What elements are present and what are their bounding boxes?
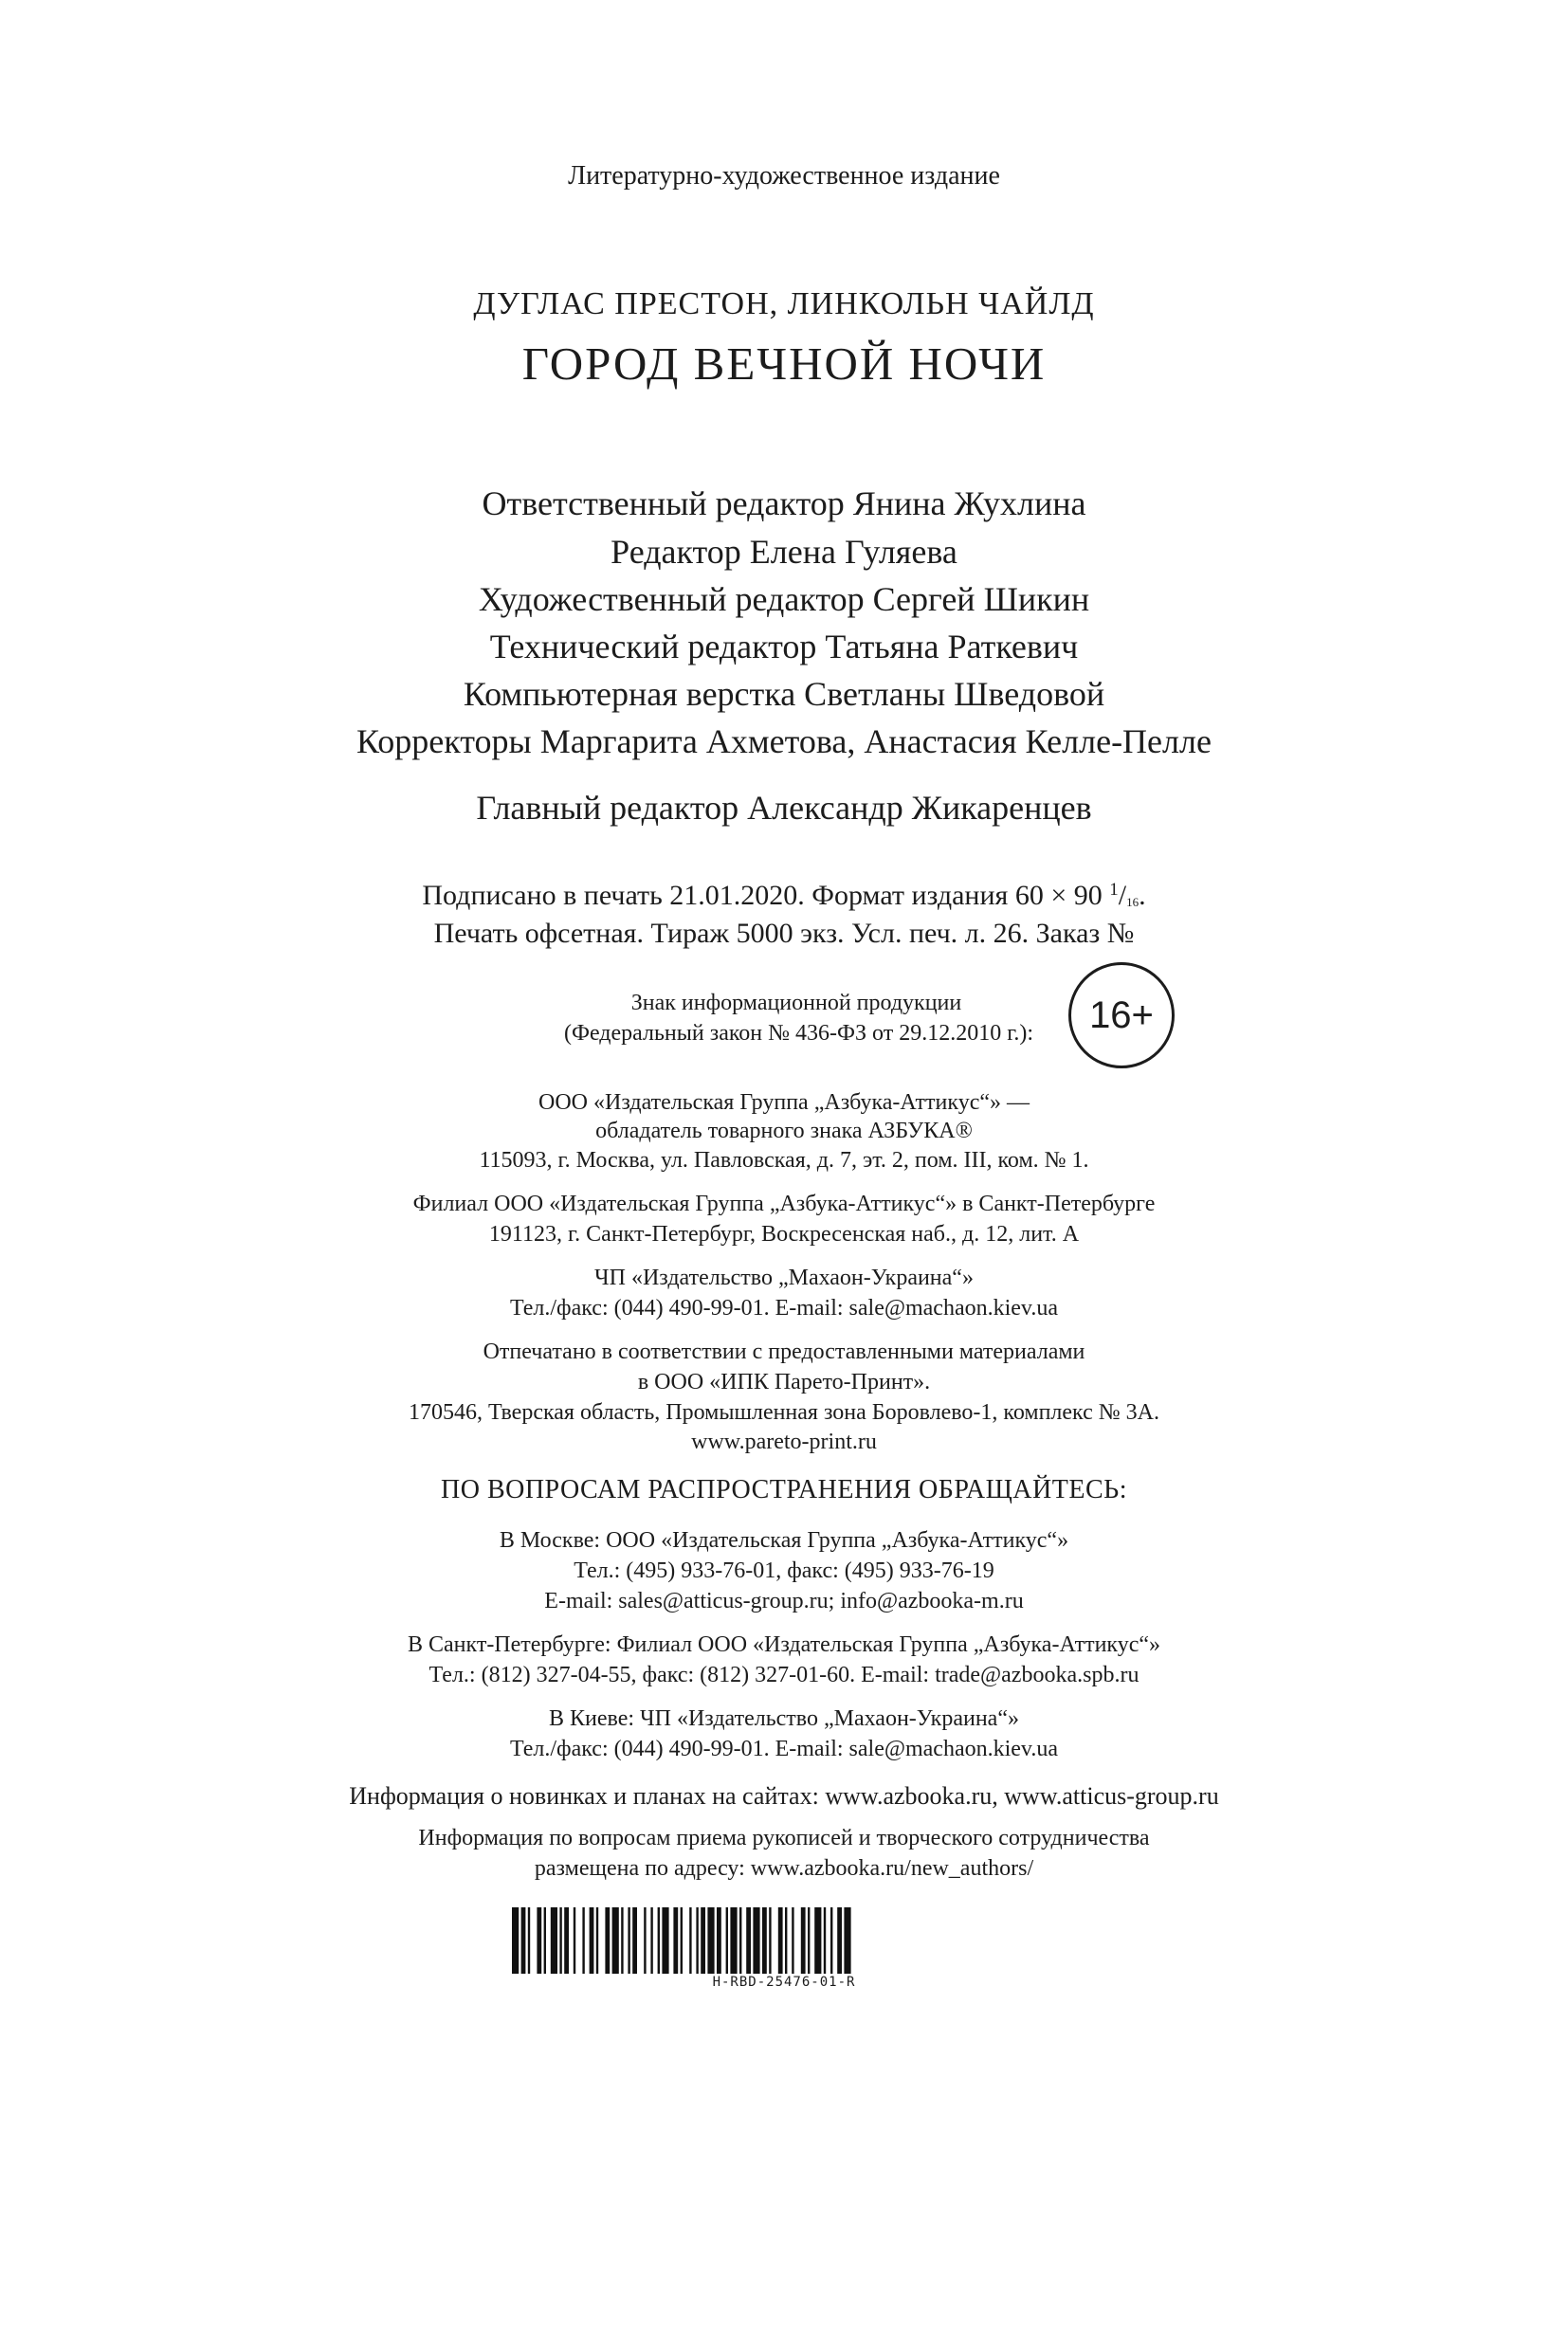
barcode-bar bbox=[769, 1907, 771, 1974]
imprint-line: Филиал ООО «Издательская Группа „Азбука-Аттикус“» в Санкт-Петербурге bbox=[412, 1192, 1156, 1216]
credit-line: Технический редактор Татьяна Раткевич bbox=[489, 628, 1079, 665]
barcode-bar bbox=[632, 1907, 637, 1974]
barcode-label: H-RBD-25476-01-R bbox=[712, 1975, 856, 1990]
barcode-bar bbox=[521, 1907, 526, 1974]
imprint-line: www.pareto-print.ru bbox=[691, 1430, 877, 1454]
chief-editor-line: Главный редактор Александр Жикаренцев bbox=[476, 789, 1092, 827]
product-sign-text bbox=[427, 988, 1033, 1048]
barcode-bar bbox=[628, 1907, 629, 1974]
distribution-line: Тел.: (495) 933-76-01, факс: (495) 933-76-19 bbox=[574, 1558, 994, 1583]
imprint-line: 170546, Тверская область, Промышленная зона Боровлево-1, комплекс № 3А. bbox=[409, 1400, 1159, 1425]
barcode-bar bbox=[730, 1907, 737, 1974]
barcode-bar bbox=[801, 1907, 806, 1974]
barcode-bar bbox=[762, 1907, 767, 1974]
credit-line: Ответственный редактор Янина Жухлина bbox=[482, 484, 1086, 522]
barcode-bar bbox=[662, 1907, 668, 1974]
print-format-suffix: . bbox=[1139, 880, 1146, 911]
age-rating-badge: 16+ bbox=[1068, 962, 1175, 1068]
barcode-bar bbox=[739, 1907, 741, 1974]
barcode-bar bbox=[830, 1907, 832, 1974]
barcode-bar bbox=[824, 1907, 826, 1974]
barcode-bar bbox=[644, 1907, 646, 1974]
distribution-heading: ПО ВОПРОСАМ РАСПРОСТРАНЕНИЯ ОБРАЩАЙТЕСЬ: bbox=[441, 1475, 1127, 1504]
barcode-bar bbox=[696, 1907, 698, 1974]
barcode-image bbox=[512, 1907, 1100, 1974]
product-sign-law: (Федеральный закон № 436-ФЗ от 29.12.2010 г.): bbox=[563, 1021, 1033, 1046]
barcode-bar bbox=[612, 1907, 619, 1974]
barcode-bar bbox=[590, 1907, 594, 1974]
credit-line: Художественный редактор Сергей Шикин bbox=[478, 580, 1090, 618]
barcode-bar bbox=[701, 1907, 705, 1974]
credit-line: Корректоры Маргарита Ахметова, Анастасия Келле-Пелле bbox=[356, 722, 1212, 760]
barcode-bar bbox=[574, 1907, 575, 1974]
barcode-bar bbox=[605, 1907, 610, 1974]
barcode-bar bbox=[717, 1907, 721, 1974]
imprint-line: 191123, г. Санкт-Петербург, Воскресенская наб., д. 12, лит. А bbox=[488, 1222, 1080, 1247]
distribution-line: E-mail: sales@atticus-group.ru; info@azbooka-m.ru bbox=[544, 1589, 1024, 1613]
barcode-bar bbox=[551, 1907, 557, 1974]
authors-line: ДУГЛАС ПРЕСТОН, ЛИНКОЛЬН ЧАЙЛД bbox=[473, 286, 1095, 321]
barcode-bar bbox=[726, 1907, 728, 1974]
barcode-bar bbox=[844, 1907, 850, 1974]
barcode-bar bbox=[837, 1907, 842, 1974]
barcode-bar bbox=[792, 1907, 793, 1974]
barcode-bar bbox=[564, 1907, 569, 1974]
imprint-line: обладатель товарного знака АЗБУКА® bbox=[595, 1119, 973, 1143]
distribution-line: В Киеве: ЧП «Издательство „Махаон-Украина“» bbox=[549, 1706, 1019, 1731]
imprint-line: ЧП «Издательство „Махаон-Украина“» bbox=[594, 1266, 974, 1290]
imprint-line: ООО «Издательская Группа „Азбука-Аттикус“» — bbox=[538, 1090, 1030, 1115]
distribution-line: В Москве: ООО «Издательская Группа „Азбука-Аттикус“» bbox=[499, 1528, 1069, 1553]
barcode-bar bbox=[814, 1907, 821, 1974]
barcode-bar bbox=[559, 1907, 561, 1974]
credit-line: Компьютерная верстка Светланы Шведовой bbox=[463, 675, 1105, 713]
print-info-line-1: Подписано в печать 21.01.2020. Формат издания 60 × 90 $^1/_{16}$. bbox=[422, 880, 1146, 911]
distribution-line: размещена по адресу: www.azbooka.ru/new_authors/ bbox=[534, 1856, 1034, 1881]
barcode-bar bbox=[528, 1907, 530, 1974]
product-sign-line: Знак информационной продукции bbox=[630, 991, 962, 1015]
barcode-bar bbox=[512, 1907, 519, 1974]
barcode-bar bbox=[544, 1907, 546, 1974]
barcode-bar bbox=[621, 1907, 623, 1974]
credit-line: Редактор Елена Гуляева bbox=[611, 533, 957, 571]
imprint-line: Отпечатано в соответствии с предоставленными материалами bbox=[483, 1340, 1085, 1364]
print-info-line-2: Печать офсетная. Тираж 5000 экз. Усл. печ. л. 26. Заказ № bbox=[433, 918, 1135, 949]
barcode-bar bbox=[681, 1907, 683, 1974]
barcode-bar bbox=[537, 1907, 541, 1974]
barcode-bar bbox=[778, 1907, 783, 1974]
imprint-line: 115093, г. Москва, ул. Павловская, д. 7, эт. 2, пом. III, ком. № 1. bbox=[479, 1148, 1089, 1173]
barcode-bar bbox=[596, 1907, 598, 1974]
imprint-line: в ООО «ИПК Парето-Принт». bbox=[637, 1370, 931, 1394]
barcode-bar bbox=[746, 1907, 751, 1974]
barcode-bar bbox=[650, 1907, 652, 1974]
distribution-line: Тел.: (812) 327-04-55, факс: (812) 327-01-60. E-mail: trade@azbooka.spb.ru bbox=[428, 1663, 1140, 1687]
imprint-line: Тел./факс: (044) 490-99-01. E-mail: sale@machaon.kiev.ua bbox=[509, 1296, 1059, 1321]
book-title: ГОРОД ВЕЧНОЙ НОЧИ bbox=[521, 337, 1047, 390]
barcode-bar bbox=[808, 1907, 810, 1974]
genre-line: Литературно-художественное издание bbox=[568, 161, 1000, 191]
format-fraction-numerator: 1 bbox=[1109, 880, 1119, 900]
barcode-bar bbox=[582, 1907, 584, 1974]
distribution-line: Информация по вопросам приема рукописей и творческого сотрудничества bbox=[418, 1826, 1150, 1850]
barcode-bar bbox=[658, 1907, 660, 1974]
barcode-bar bbox=[707, 1907, 714, 1974]
distribution-line: Информация о новинках и планах на сайтах: www.azbooka.ru, www.atticus-group.ru bbox=[349, 1782, 1219, 1810]
distribution-line: В Санкт-Петербурге: Филиал ООО «Издательская Группа „Азбука-Аттикус“» bbox=[407, 1632, 1161, 1657]
print-format-text: Подписано в печать 21.01.2020. Формат издания 60 × 90 bbox=[422, 880, 1110, 911]
barcode-bar bbox=[753, 1907, 759, 1974]
barcode-bar bbox=[673, 1907, 678, 1974]
distribution-line: Тел./факс: (044) 490-99-01. E-mail: sale@machaon.kiev.ua bbox=[509, 1737, 1059, 1761]
format-fraction-denominator: 16 bbox=[1126, 895, 1140, 909]
barcode-bar bbox=[689, 1907, 691, 1974]
barcode-bar bbox=[785, 1907, 787, 1974]
